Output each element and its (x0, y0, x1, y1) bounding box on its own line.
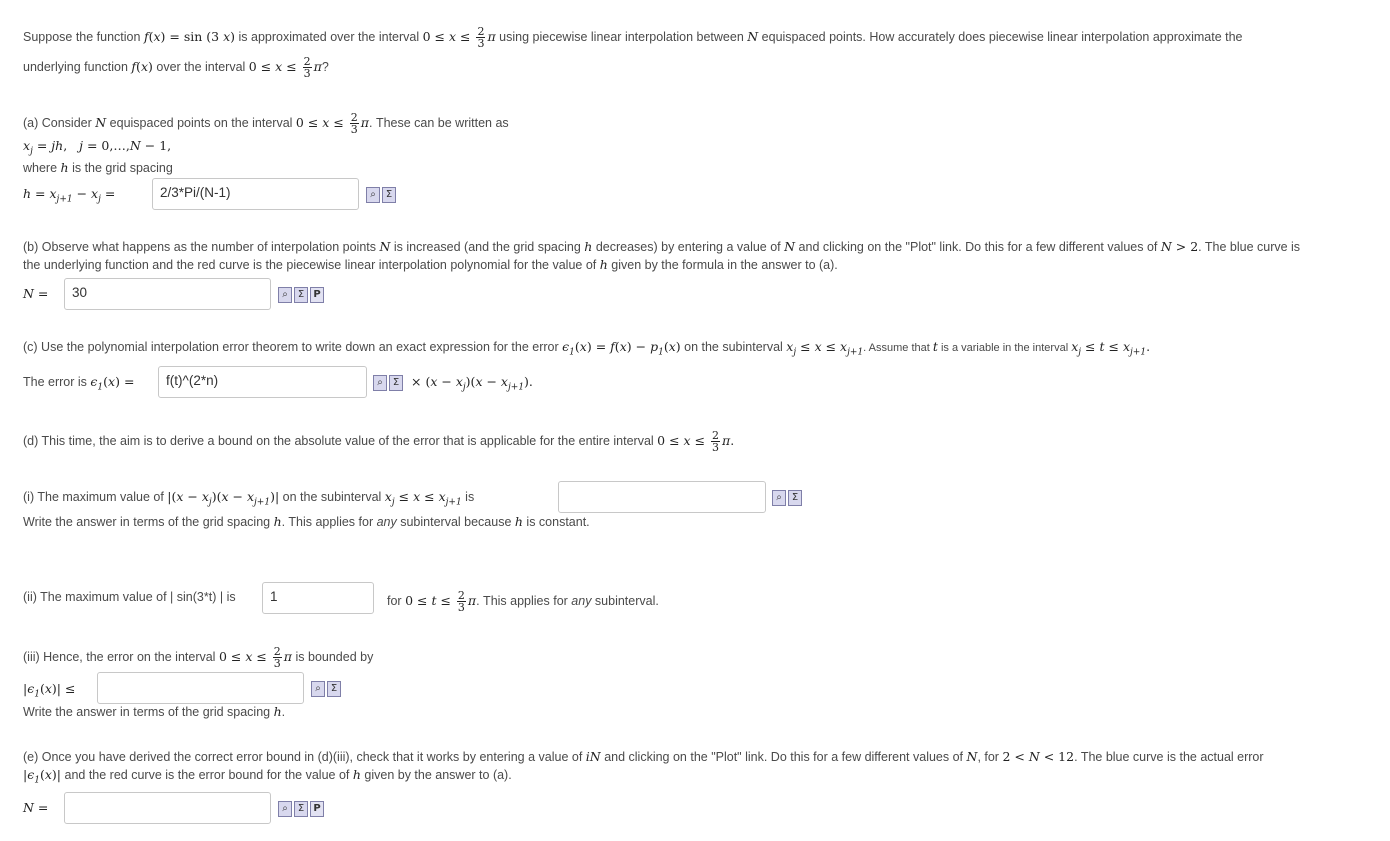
preview-icon[interactable]: ⌕ (278, 287, 292, 303)
part-di-note: Write the answer in terms of the grid spacing h. This applies for any subinterval because h is constant. (23, 514, 590, 529)
part-dii-text: for (387, 593, 406, 608)
part-b-text: Observe what happens as the number of interpolation points (38, 240, 380, 254)
part-e-tools (278, 801, 324, 817)
part-b-line-1: (b) Observe what happens as the number of interpolation points N is increased (and the grid spacing h decreases) by entering a value of N and clicking on the "Plot" link. Do this for a few different values of N > 2. The blue curve is (23, 239, 1301, 254)
part-label: (iii) (23, 649, 40, 664)
part-label: (i) (23, 490, 35, 504)
part-e-n-label: N = (23, 800, 49, 815)
part-dii-text: is (226, 590, 236, 604)
part-dii-text: The maximum value of (36, 590, 171, 604)
part-diii-tools (311, 681, 341, 697)
intro-text: is approximated over the interval (235, 29, 423, 44)
part-di-text: (i) The maximum value of $|(x - x_j)(x - x_{j+1})|$ on the subinterval $x_j \le x \le x_{j+1}$ is (23, 489, 475, 508)
sine-function-text: sin(3*t) (176, 590, 217, 604)
error-bound-label: $|\epsilon_1(x)|$ ≤ (23, 681, 76, 700)
part-e-line-1: (e) Once you have derived the correct error bound in (d)(iii), check that it works by entering a value of iN and clicking on the "Plot" link. Do this for a few different values of N, for 2 < N < 12. The blue curve is the actual error (23, 749, 1264, 764)
part-d-text: (d) This time, the aim is to derive a bound on the absolute value of the error that is applicable for the entire interval 0 ≤ x ≤ $\frac{2}{3}$ π. (23, 429, 735, 454)
part-diii-note: Write the answer in terms of the grid spacing h. (23, 704, 286, 719)
error-product-term: × $(x - x_j)(x - x_{j+1})$. (411, 374, 533, 393)
part-di-text: on the subinterval (279, 490, 385, 504)
n-points-input[interactable]: 30 (64, 278, 271, 310)
part-e-text: Once you have derived the correct error bound in (d)(iii), check that it works by entering a value of (38, 750, 586, 764)
equation-editor-icon[interactable]: Σ (389, 375, 403, 391)
part-c-tools (373, 375, 403, 391)
intro-text: equispaced points. How accurately does piecewise linear interpolation approximate the (758, 29, 1243, 44)
equation-editor-icon[interactable]: Σ (294, 287, 308, 303)
part-diii-note-text: . (281, 705, 286, 719)
intro-text: underlying function (23, 59, 132, 74)
part-b-n-label: N = (23, 286, 49, 301)
part-di-text: The maximum value of (34, 490, 168, 504)
part-di-note-text: subinterval because (396, 515, 515, 529)
part-a-where: where h is the grid spacing (23, 160, 173, 175)
part-a-text-3: . These can be written as (369, 115, 509, 130)
part-b-text: given by the formula in the answer to (a). (607, 258, 838, 272)
error-expression-input[interactable]: f(t)^(2*n) (158, 366, 367, 398)
preview-icon[interactable]: ⌕ (373, 375, 387, 391)
part-e-line-2: $|\epsilon_1(x)|$ and the red curve is the error bound for the value of h given by the answer to (a). (23, 767, 512, 786)
part-diii-text: Hence, the error on the interval (39, 649, 219, 664)
preview-icon[interactable]: ⌕ (366, 187, 380, 203)
intro-text: ? (321, 59, 329, 74)
part-c-text: . Assume that (863, 342, 933, 354)
equation-editor-icon[interactable]: Σ (327, 681, 341, 697)
equation-editor-icon[interactable]: Σ (788, 490, 802, 506)
part-di-note-text: . This applies for (281, 515, 377, 529)
part-di-note-text: Write the answer in terms of the grid spacing (23, 515, 274, 529)
part-b-text: . The blue curve is (1198, 240, 1301, 254)
preview-icon[interactable]: ⌕ (311, 681, 325, 697)
part-e-text: , for (977, 750, 1003, 764)
part-e-text: given by the answer to (a). (360, 768, 512, 782)
preview-icon[interactable]: ⌕ (278, 801, 292, 817)
part-b-text: the underlying function and the red curve is the piecewise linear interpolation polynomial for the value of (23, 258, 600, 272)
part-di-tools (772, 490, 802, 506)
n-points-input-e[interactable] (64, 792, 271, 824)
intro-text: Suppose the function (23, 29, 144, 44)
error-bound-input[interactable] (97, 672, 304, 704)
part-c-error-label: The error is $\epsilon_1(x)$ = (23, 374, 135, 393)
max-sine-input[interactable]: 1 (262, 582, 374, 614)
plot-icon[interactable]: P (310, 801, 324, 817)
part-dii-range: for 0 ≤ t ≤ $\frac{2}{3}$ π. This applies for any subinterval. (387, 589, 659, 614)
part-c-text: is a variable in the interval (937, 342, 1072, 354)
part-c-text: (c) Use the polynomial interpolation error theorem to write down an exact expression for the error $\epsilon_1(x) = f(x) - p_1(x)$ on the subinterval $x_j \le x \le x_{j+1}$. Assume that t is a variable in the interval $x_j \le t \le x_{j+1}$. (23, 339, 1151, 358)
part-b-tools (278, 287, 324, 303)
part-label: (c) (23, 340, 38, 354)
part-c-text: on the subinterval (680, 340, 787, 354)
error-label: The error is (23, 375, 91, 389)
equation-editor-icon[interactable]: Σ (294, 801, 308, 817)
part-diii-text: is bounded by (292, 649, 374, 664)
max-product-input[interactable] (558, 481, 766, 513)
where-text: is the grid spacing (68, 161, 173, 175)
plot-icon[interactable]: P (310, 287, 324, 303)
intro-line-2: underlying function f(x) over the interval 0 ≤ x ≤ $\frac{2}{3}$ π? (23, 55, 329, 80)
where-text: where (23, 161, 61, 175)
grid-points-formula: $x_j$ = jh, j = 0,…,N − 1, (23, 138, 172, 157)
emphasis-any: any (376, 515, 397, 529)
part-diii-text: (iii) Hence, the error on the interval 0 ≤ x ≤ $\frac{2}{3}$ π is bounded by (23, 645, 374, 670)
part-label: (d) (23, 433, 39, 448)
part-a-text: (a) Consider N equispaced points on the interval 0 ≤ x ≤ $\frac{2}{3}$ π. These can be written as (23, 111, 509, 136)
grid-spacing-input[interactable]: 2/3*Pi/(N-1) (152, 178, 359, 210)
preview-icon[interactable]: ⌕ (772, 490, 786, 506)
part-c-text: Use the polynomial interpolation error theorem to write down an exact expression for the error (37, 340, 563, 354)
part-b-text: is increased (and the grid spacing (390, 240, 585, 254)
part-a-tools (366, 187, 396, 203)
part-dii-text: subinterval. (591, 593, 659, 608)
part-label: (b) (23, 240, 39, 254)
intro-text: over the interval (152, 59, 249, 74)
emphasis-any: any (571, 593, 592, 608)
part-e-text: . The blue curve is the actual error (1074, 750, 1264, 764)
grid-spacing-formula: $h = x_{j+1} - x_j$ = (23, 186, 116, 205)
intro-text: using piecewise linear interpolation between (495, 29, 748, 44)
part-a-text-2: equispaced points on the interval (106, 115, 296, 130)
part-b-text: decreases) by entering a value of (592, 240, 785, 254)
part-di-note-text: is constant. (522, 515, 590, 529)
part-d-text: This time, the aim is to derive a bound on the absolute value of the error that is applicable for the entire interval (38, 433, 658, 448)
part-di-text: is (461, 490, 475, 504)
intro-line-1: Suppose the function f(x) = sin (3 x) is approximated over the interval 0 ≤ x ≤ $\frac{2}{3}$ π using piecewise linear interpolation between N equispaced points. How accurately does piecewise linear interpolation approximate the (23, 25, 1243, 50)
part-e-text: and the red curve is the error bound for the value of (61, 768, 353, 782)
part-b-line-2: the underlying function and the red curve is the piecewise linear interpolation polynomial for the value of h given by the formula in the answer to (a). (23, 257, 838, 272)
part-dii-text: . This applies for (476, 593, 572, 608)
part-label: (ii) (23, 590, 37, 604)
part-b-text: and clicking on the "Plot" link. Do this for a few different values of (795, 240, 1161, 254)
part-a-text-1: Consider (38, 115, 96, 130)
part-e-text: and clicking on the "Plot" link. Do this for a few different values of (600, 750, 967, 764)
equation-editor-icon[interactable]: Σ (382, 187, 396, 203)
part-label: (a) (23, 115, 39, 130)
part-label: (e) (23, 750, 39, 764)
part-diii-note-text: Write the answer in terms of the grid spacing (23, 705, 274, 719)
part-dii-text: (ii) The maximum value of | sin(3*t) | is (23, 590, 236, 604)
